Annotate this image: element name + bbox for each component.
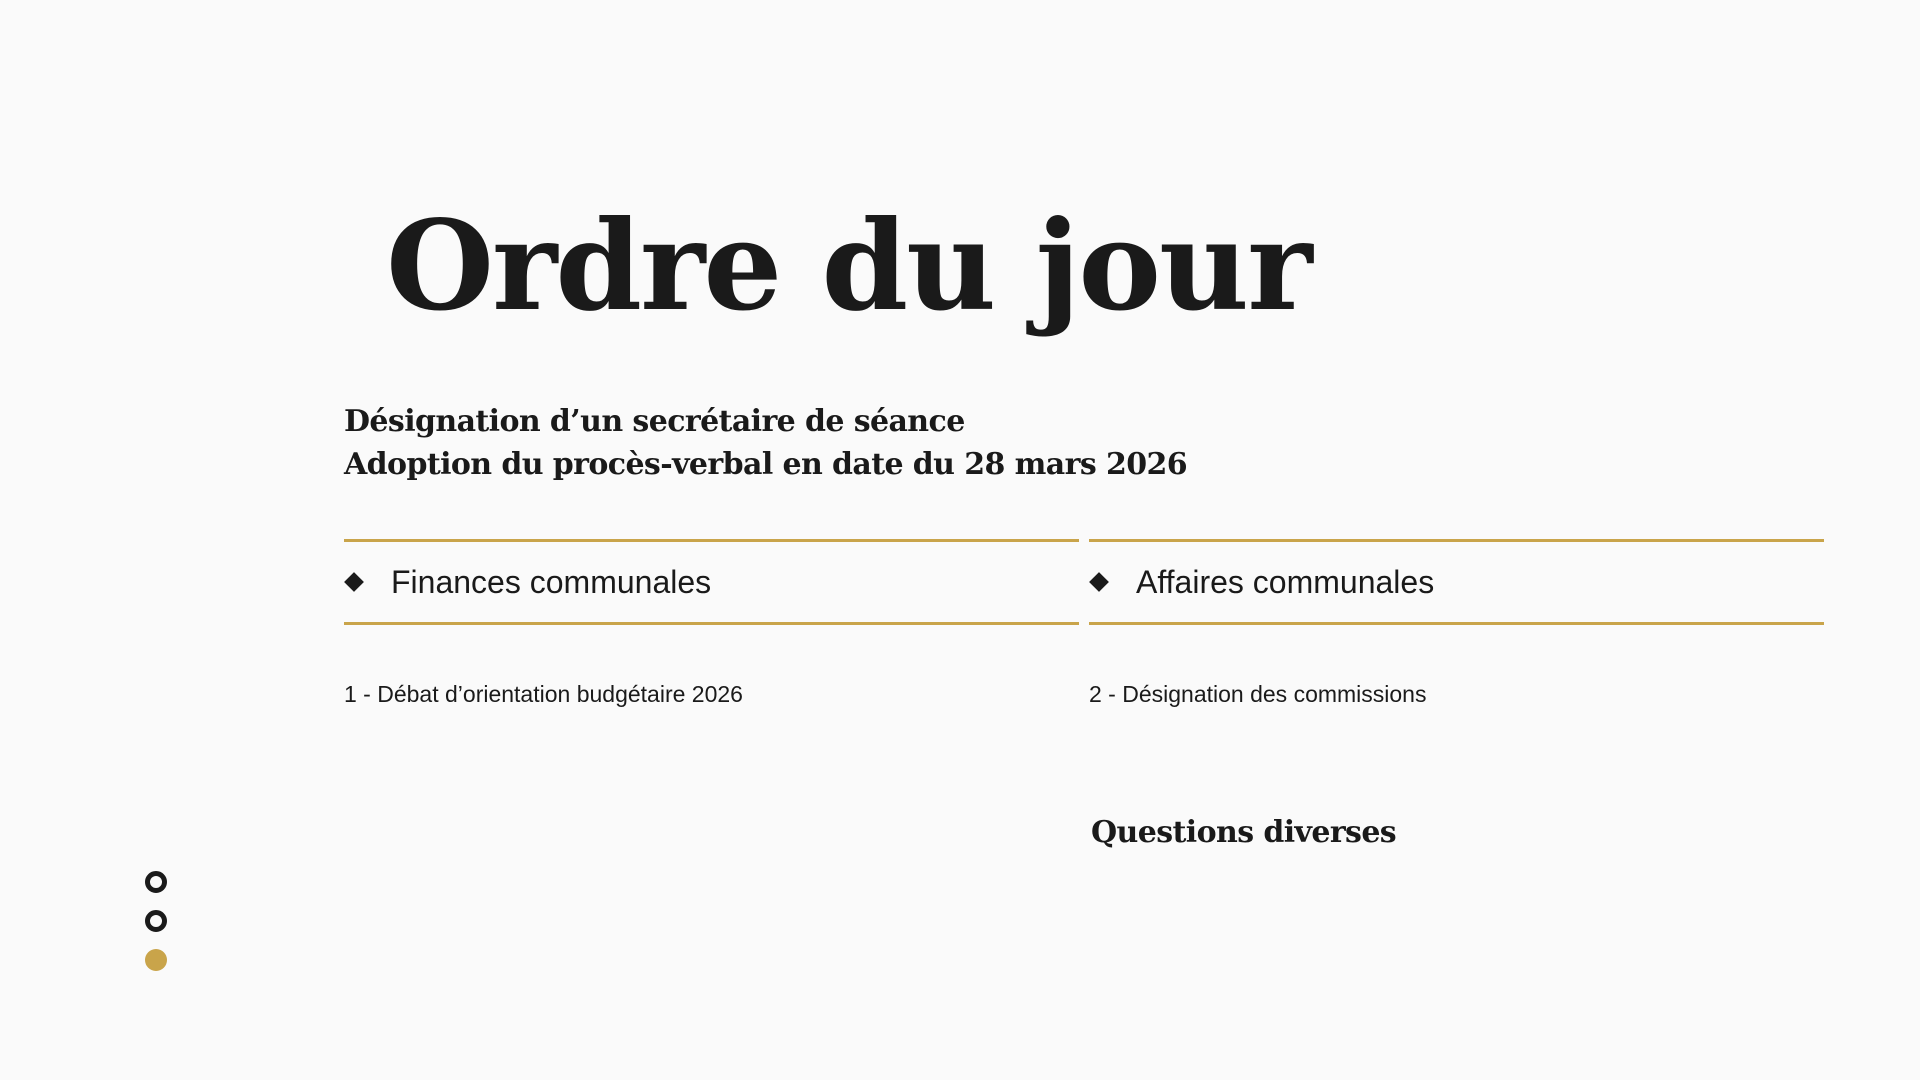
nav-dot-1[interactable] [145,871,167,893]
section-finances [344,539,1079,708]
agenda-item: 2 - Désignation des commissions [1089,681,1427,707]
section-affaires [1089,539,1824,708]
questions-diverses: Questions diverses [1091,815,1397,850]
section-header [344,539,1079,625]
section-title: Finances communales [391,563,712,600]
nav-dot-2[interactable] [145,910,167,932]
section-header [1089,539,1824,625]
intro-line-secretary: Désignation d’un secrétaire de séance [344,404,965,439]
diamond-icon [1089,572,1109,592]
intro-line-minutes: Adoption du procès-verbal en date du 28 mars 2026 [344,447,1188,482]
agenda-item: 1 - Débat d’orientation budgétaire 2026 [344,681,743,707]
diamond-icon [344,572,364,592]
slide-title: Ordre du jour [386,194,1311,339]
section-title: Affaires communales [1136,563,1435,600]
nav-dot-3-active[interactable] [145,949,167,971]
intro-block [344,400,1344,486]
slide-navigation-dots [145,871,167,988]
